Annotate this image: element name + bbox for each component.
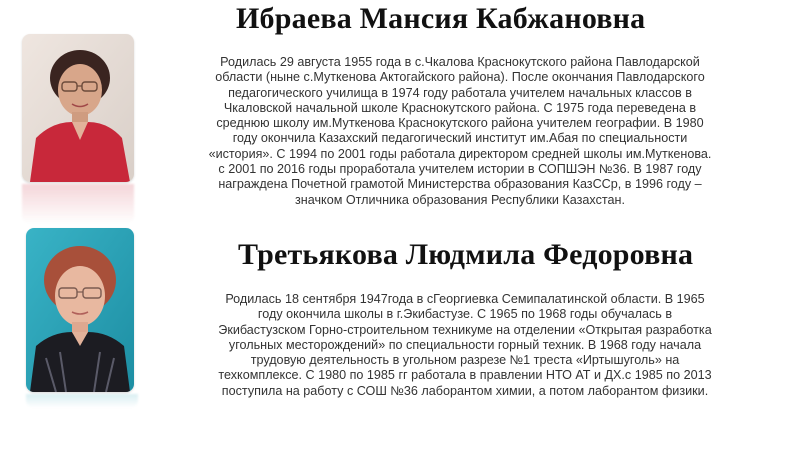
bio-line: трудовую деятельность в угольном разрезе №1 треста «Иртышуголь» на <box>250 353 680 368</box>
portrait-image <box>22 34 134 182</box>
bio-line: среднюю школу им.Муткенова Краснокутского района учителем географии. В 1980 <box>216 116 704 131</box>
bio-line: педагогического училища в 1974 году работала учителем начальных классов в <box>228 85 692 100</box>
person-name-1: Ибраева Мансия Кабжановна <box>236 2 646 35</box>
person-bio-1 <box>160 55 760 208</box>
bio-line: году окончила школы в г.Экибастузе. С 1965 по 1968 годы обучалась в <box>257 307 673 322</box>
bio-line: Родилась 18 сентября 1947года в сГеоргиевка Семипалатинской области. В 1965 <box>225 292 705 306</box>
bio-line: награждена Почетной грамотой Министерства образования КазССр, в 1996 году – <box>218 177 702 192</box>
bio-line: угольных месторождений» по специальности горный техник. В 1968 году начала <box>228 337 702 352</box>
bio-line: году окончила Казахский педагогический институт им.Абая по специальности <box>232 131 688 146</box>
portrait-ibraeva <box>22 34 134 182</box>
bio-line: поступила на работу с СОШ №36 лаборантом химии, а потом лаборантом физики. <box>221 383 709 398</box>
bio-line: Родилась 29 августа 1955 года в с.Чкалова Краснокутского района Павлодарской <box>220 55 700 69</box>
person-name-2: Третьякова Людмила Федоровна <box>238 238 694 271</box>
portrait-reflection-2 <box>26 394 138 408</box>
bio-line: Экибастузском Горно-строительном техникуме на отделении «Открытая разработка <box>218 322 712 337</box>
bio-line: Чкаловской начальной школе Краснокутского района. С 1975 года переведена в <box>223 100 697 115</box>
portrait-photo-1 <box>22 34 134 224</box>
bio-line: значком Отличника образования Республики Казахстан. <box>295 192 625 207</box>
portrait-tretyakova <box>26 228 134 392</box>
bio-line: техкомплексе. С 1980 по 1985 гг работала в правлении НТО АТ и ДХ.с 1985 по 2013 <box>218 368 712 383</box>
portrait-image <box>26 228 134 392</box>
person-bio-2 <box>170 292 760 399</box>
bio-line: с 2001 по 2016 годы проработала учителем истории в СОПШЭН №36. В 1987 году <box>218 162 702 177</box>
portrait-reflection-1 <box>22 184 134 224</box>
bio-line: области (ныне с.Муткенова Актогайского района). После окончания Павлодарского <box>215 70 705 85</box>
bio-line: «история». С 1994 по 2001 годы работала директором средней школы им.Муткенова. <box>208 146 712 161</box>
portrait-photo-2 <box>26 228 138 408</box>
